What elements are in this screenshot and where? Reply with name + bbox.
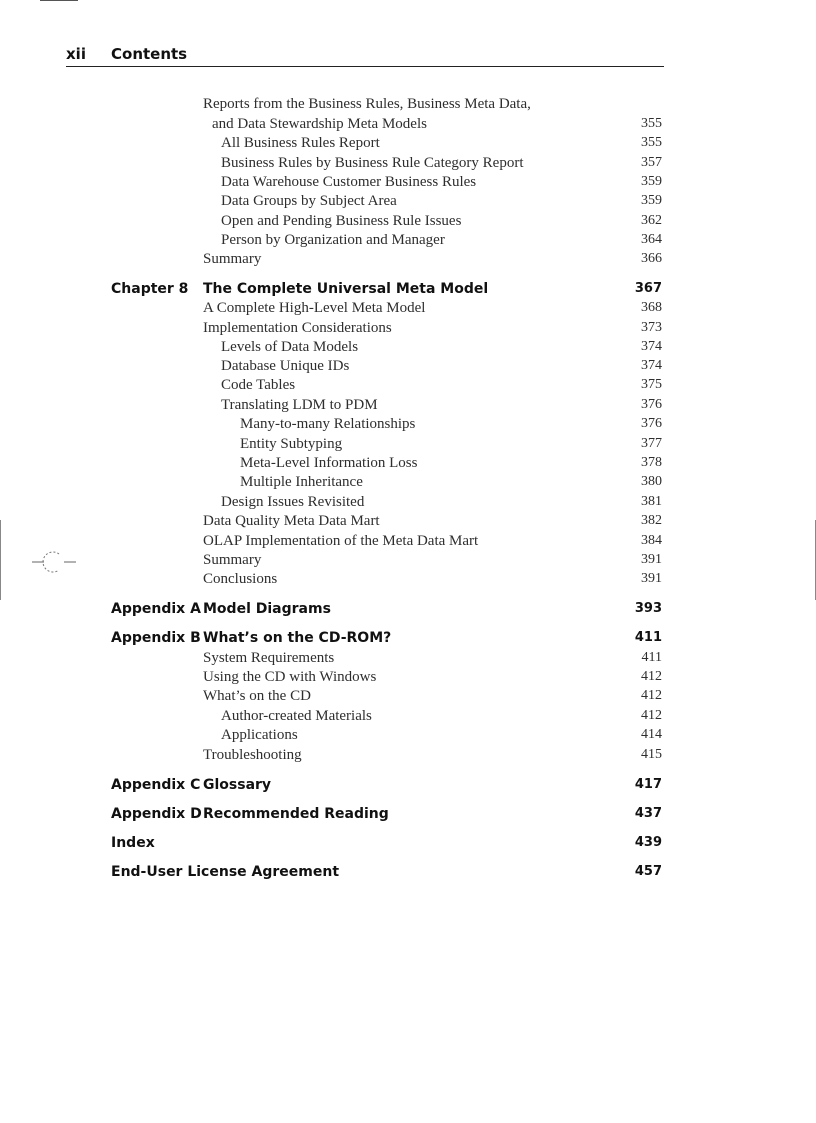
toc-entry[interactable] — [0, 725, 816, 745]
toc-entry-title: Levels of Data Models — [221, 339, 359, 355]
toc-entry[interactable] — [0, 172, 816, 192]
toc-entry-page-number: 381 — [641, 494, 662, 509]
toc-entry-title: Entity Subtyping — [240, 436, 343, 452]
toc-entry[interactable] — [0, 375, 816, 395]
toc-entry-title: All Business Rules Report — [221, 135, 380, 151]
toc-entry-title: What’s on the CD-ROM? — [203, 630, 392, 646]
toc-entry-label: Appendix A — [111, 601, 201, 617]
toc-entry-title: Using the CD with Windows — [203, 669, 377, 685]
toc-entry-title: Code Tables — [221, 377, 296, 393]
toc-entry-page-number: 355 — [641, 135, 662, 150]
toc-entry-page-number: 393 — [634, 601, 662, 616]
toc-entry-title: Author-created Materials — [221, 708, 372, 724]
toc-entry-page-number: 412 — [641, 669, 662, 684]
toc-entry-page-number: 378 — [641, 455, 662, 470]
toc-entry-page-number: 411 — [634, 630, 662, 645]
toc-entry-title: Glossary — [203, 777, 272, 793]
toc-entry-page-number: 384 — [641, 533, 662, 548]
toc-major-entry[interactable] — [0, 279, 816, 299]
toc-entry[interactable] — [0, 249, 816, 269]
toc-entry-page-number: 382 — [641, 513, 662, 528]
toc-entry-page-number: 375 — [641, 377, 662, 392]
toc-entry-page-number: 391 — [641, 571, 662, 586]
toc-entry[interactable] — [0, 230, 816, 250]
toc-entry-title: Data Groups by Subject Area — [221, 193, 397, 209]
toc-entry-title: Data Warehouse Customer Business Rules — [221, 174, 477, 190]
toc-entry-title: Summary — [203, 251, 262, 267]
toc-entry-title: A Complete High-Level Meta Model — [203, 300, 426, 316]
toc-major-entry[interactable] — [0, 833, 816, 853]
toc-entry[interactable] — [0, 133, 816, 153]
toc-entry[interactable] — [0, 414, 816, 434]
toc-major-entry[interactable] — [0, 804, 816, 824]
toc-entry-title: Conclusions — [203, 571, 278, 587]
toc-entry-title: Multiple Inheritance — [240, 474, 363, 490]
toc-entry[interactable] — [0, 153, 816, 173]
toc-entry-title: Person by Organization and Manager — [221, 232, 445, 248]
toc-entry-title: Business Rules by Business Rule Category Report — [221, 155, 524, 171]
toc-entry-page-number: 380 — [641, 474, 662, 489]
toc-major-entry[interactable] — [0, 599, 816, 619]
toc-entry-title: Applications — [221, 727, 298, 743]
toc-major-entry[interactable] — [0, 862, 816, 882]
toc-entry[interactable] — [0, 569, 816, 589]
toc-entry-title: Implementation Considerations — [203, 320, 392, 336]
toc-entry[interactable] — [0, 434, 816, 454]
toc-entry-label: Appendix B — [111, 630, 201, 646]
toc-entry-title: Design Issues Revisited — [221, 494, 365, 510]
toc-major-entry[interactable] — [0, 628, 816, 648]
toc-entry-page-number: 359 — [641, 174, 662, 189]
toc-entry-title: Open and Pending Business Rule Issues — [221, 213, 462, 229]
toc-entry-page-number: 376 — [641, 416, 662, 431]
toc-entry-label: Appendix D — [111, 806, 202, 822]
toc-entry-title: What’s on the CD — [203, 688, 311, 704]
toc-entry[interactable] — [0, 94, 816, 114]
header-title: Contents — [111, 45, 188, 63]
toc-entry-page-number: 364 — [641, 232, 662, 247]
toc-entry[interactable] — [0, 706, 816, 726]
toc-entry[interactable] — [0, 550, 816, 570]
toc-entry[interactable] — [0, 395, 816, 415]
toc-entry-title: Data Quality Meta Data Mart — [203, 513, 380, 529]
toc-entry[interactable] — [0, 511, 816, 531]
toc-entry-title: Summary — [203, 552, 262, 568]
toc-entry-title: OLAP Implementation of the Meta Data Mart — [203, 533, 479, 549]
toc-entry[interactable] — [0, 318, 816, 338]
toc-entry-title: Translating LDM to PDM — [221, 397, 378, 413]
toc-entry-title: Reports from the Business Rules, Business Meta Data, — [203, 96, 531, 112]
toc-entry-title: Many-to-many Relationships — [240, 416, 416, 432]
toc-entry-title: Database Unique IDs — [221, 358, 350, 374]
toc-entry-page-number: 367 — [634, 281, 662, 296]
toc-entry-page-number: 457 — [634, 864, 662, 879]
toc-entry-title: Troubleshooting — [203, 747, 302, 763]
toc-entry-page-number: 359 — [641, 193, 662, 208]
toc-entry-page-number: 411 — [641, 650, 662, 665]
header-page-number: xii — [66, 45, 86, 63]
toc-entry[interactable] — [0, 337, 816, 357]
toc-entry[interactable] — [0, 191, 816, 211]
toc-entry[interactable] — [0, 648, 816, 668]
toc-entry[interactable] — [0, 356, 816, 376]
toc-entry-page-number: 376 — [641, 397, 662, 412]
toc-entry-label: Chapter 8 — [111, 281, 189, 297]
toc-entry[interactable] — [0, 492, 816, 512]
toc-entry-title: The Complete Universal Meta Model — [203, 281, 489, 297]
running-header — [66, 44, 664, 67]
toc-entry[interactable] — [0, 531, 816, 551]
toc-entry-title: End-User License Agreement — [111, 864, 340, 880]
toc-entry[interactable] — [0, 686, 816, 706]
toc-entry-page-number: 412 — [641, 708, 662, 723]
toc-entry-page-number: 437 — [634, 806, 662, 821]
toc-entry-page-number: 373 — [641, 320, 662, 335]
toc-entry[interactable] — [0, 472, 816, 492]
toc-entry-page-number: 417 — [634, 777, 662, 792]
toc-entry[interactable] — [0, 211, 816, 231]
toc-entry-page-number: 362 — [641, 213, 662, 228]
toc-entry[interactable] — [0, 745, 816, 765]
toc-entry-page-number: 414 — [641, 727, 662, 742]
toc-entry-page-number: 391 — [641, 552, 662, 567]
toc-entry-title: and Data Stewardship Meta Models — [212, 116, 427, 132]
toc-entry[interactable] — [0, 298, 816, 318]
toc-entry-label: Appendix C — [111, 777, 201, 793]
toc-entry-title: Recommended Reading — [203, 806, 389, 822]
toc-entry-page-number: 366 — [641, 251, 662, 266]
toc-entry-page-number: 374 — [641, 358, 662, 373]
toc-entry[interactable] — [0, 667, 816, 687]
toc-entry-page-number: 412 — [641, 688, 662, 703]
toc-entry-page-number: 374 — [641, 339, 662, 354]
toc-major-entry[interactable] — [0, 775, 816, 795]
toc-entry-page-number: 415 — [641, 747, 662, 762]
toc-entry-title: Meta-Level Information Loss — [240, 455, 418, 471]
toc-entry-page-number: 368 — [641, 300, 662, 315]
toc-entry-title: Index — [111, 835, 155, 851]
toc-entry[interactable] — [0, 114, 816, 134]
toc-entry-page-number: 439 — [634, 835, 662, 850]
toc-entry[interactable] — [0, 453, 816, 473]
top-crop-rule — [40, 0, 78, 1]
toc-entry-page-number: 355 — [641, 116, 662, 131]
toc-entry-title: Model Diagrams — [203, 601, 331, 617]
toc-entry-page-number: 357 — [641, 155, 662, 170]
toc-entry-page-number: 377 — [641, 436, 662, 451]
toc-entry-title: System Requirements — [203, 650, 335, 666]
